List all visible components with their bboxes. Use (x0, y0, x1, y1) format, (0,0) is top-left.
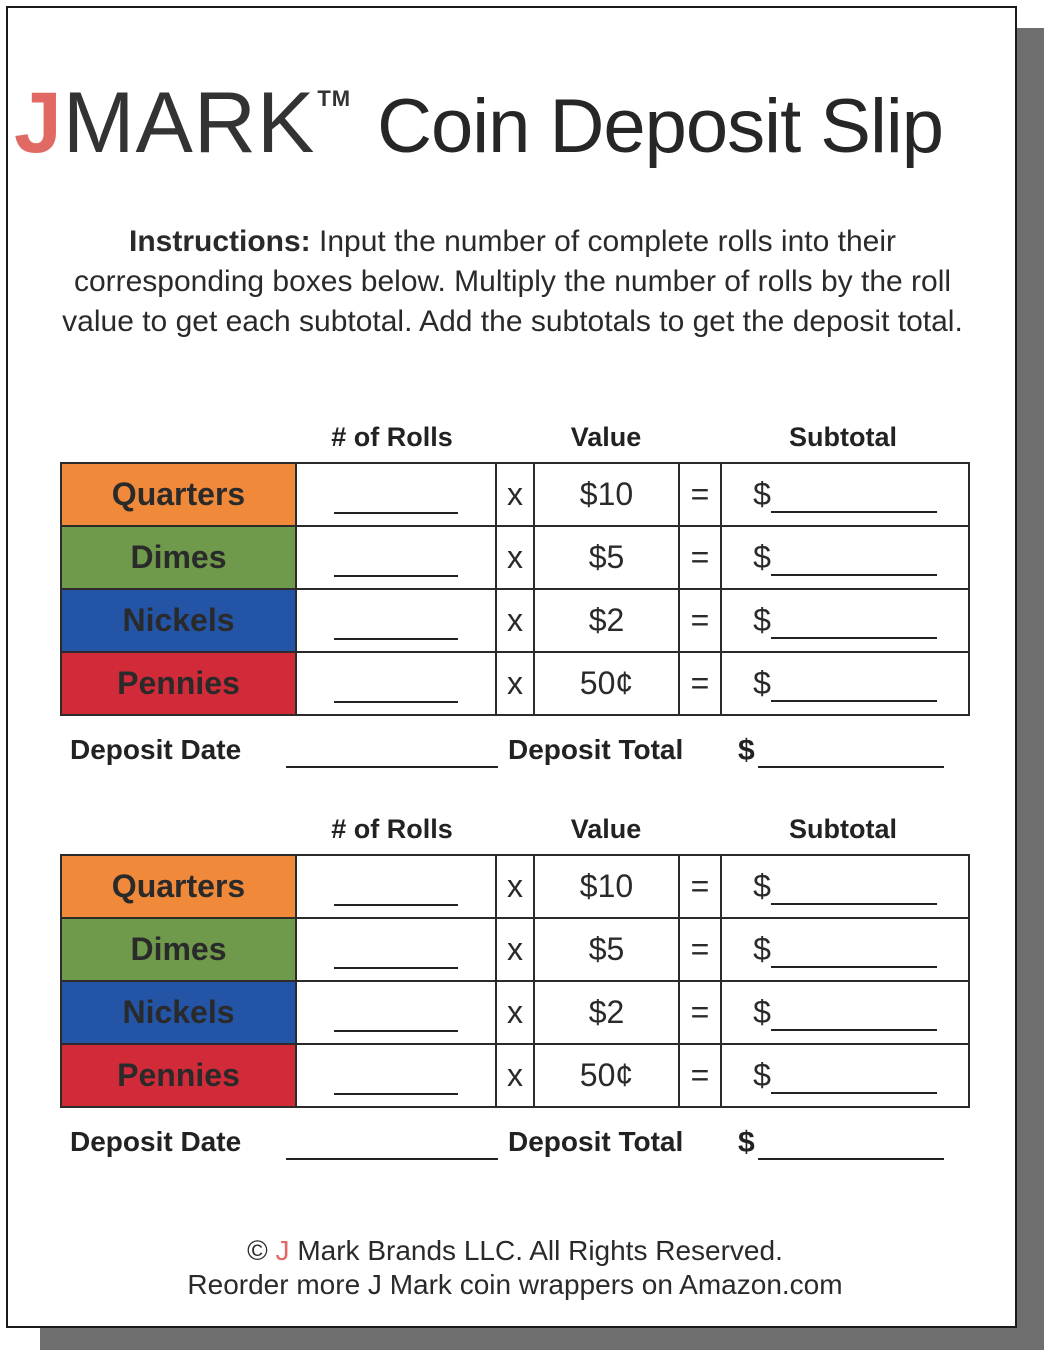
subtotal-entry-dimes[interactable] (721, 918, 969, 981)
subtotal-blank (771, 942, 937, 968)
subtotal-entry-quarters[interactable] (721, 463, 969, 526)
subtotal-entry-quarters[interactable] (721, 855, 969, 918)
trademark-symbol: TM (317, 86, 352, 111)
roll-value: $10 (534, 855, 679, 918)
times-sign: x (496, 918, 534, 981)
deposit-date-label: Deposit Date (70, 734, 242, 765)
roll-value: $10 (534, 463, 679, 526)
subtotal-blank (771, 550, 937, 576)
jmark-logo (14, 75, 352, 171)
coin-label-nickels: Nickels (61, 589, 296, 652)
roll-value: $5 (534, 918, 679, 981)
roll-value: 50¢ (534, 652, 679, 715)
deposit-total-dollar: $ (738, 734, 755, 767)
equals-sign: = (679, 855, 721, 918)
deposit-footer (60, 1108, 970, 1168)
rolls-blank (334, 612, 458, 640)
subtotal-entry-dimes[interactable] (721, 526, 969, 589)
table-row (61, 463, 969, 526)
dollar-sign: $ (753, 602, 771, 638)
rolls-blank (334, 941, 458, 969)
subtotal-blank (771, 1005, 937, 1031)
subtotal-entry-pennies[interactable] (721, 1044, 969, 1107)
subtotal-entry-pennies[interactable] (721, 652, 969, 715)
times-sign: x (496, 589, 534, 652)
deposit-date-field[interactable] (286, 1158, 498, 1160)
deposit-total-field[interactable] (758, 1158, 944, 1160)
coin-label-dimes: Dimes (61, 918, 296, 981)
header-rolls: # of Rolls (331, 422, 453, 452)
times-sign: x (496, 855, 534, 918)
header-subtotal: Subtotal (789, 422, 897, 452)
rolls-blank (334, 675, 458, 703)
roll-value: $2 (534, 589, 679, 652)
rolls-entry-pennies[interactable] (296, 1044, 496, 1107)
equals-sign: = (679, 463, 721, 526)
equals-sign: = (679, 589, 721, 652)
deposit-total-dollar: $ (738, 1126, 755, 1159)
roll-value: $5 (534, 526, 679, 589)
table-row (61, 981, 969, 1044)
header-subtotal: Subtotal (789, 814, 897, 844)
dollar-sign: $ (753, 665, 771, 701)
rolls-entry-nickels[interactable] (296, 589, 496, 652)
deposit-total-label: Deposit Total (508, 1126, 684, 1157)
times-sign: x (496, 652, 534, 715)
rolls-entry-quarters[interactable] (296, 463, 496, 526)
subtotal-blank (771, 1068, 937, 1094)
roll-value: 50¢ (534, 1044, 679, 1107)
coin-table-2 (60, 854, 970, 1108)
rolls-blank (334, 1004, 458, 1032)
deposit-section-2 (60, 814, 970, 1168)
deposit-footer (60, 716, 970, 776)
instructions-label: Instructions: (129, 225, 311, 258)
subtotal-blank (771, 487, 937, 513)
deposit-section-1 (60, 422, 970, 776)
rolls-blank (334, 486, 458, 514)
equals-sign: = (679, 981, 721, 1044)
header-rolls: # of Rolls (331, 814, 453, 844)
instructions-text: Input the number of complete rolls into their corresponding boxes below. Multiply the number of rolls by the roll value to get each subtotal. Add the subtotals to get the deposit total. (62, 225, 963, 338)
subtotal-blank (771, 676, 937, 702)
times-sign: x (496, 981, 534, 1044)
logo-mark: MARK (62, 75, 316, 171)
deposit-total-field[interactable] (758, 766, 944, 768)
deposit-date-field[interactable] (286, 766, 498, 768)
header-value: Value (570, 422, 642, 452)
times-sign: x (496, 1044, 534, 1107)
table-row (61, 589, 969, 652)
rolls-entry-dimes[interactable] (296, 918, 496, 981)
copyright-j: J (275, 1235, 290, 1266)
coin-label-pennies: Pennies (61, 652, 296, 715)
table-row (61, 855, 969, 918)
coin-label-quarters: Quarters (61, 855, 296, 918)
page-title: Coin Deposit Slip (377, 84, 944, 169)
coin-table-1 (60, 462, 970, 716)
copyright-company: Mark Brands LLC. All Rights Reserved. (289, 1235, 783, 1266)
dollar-sign: $ (753, 994, 771, 1030)
rolls-entry-nickels[interactable] (296, 981, 496, 1044)
column-headers (60, 422, 970, 462)
equals-sign: = (679, 1044, 721, 1107)
column-headers (60, 814, 970, 854)
table-row (61, 652, 969, 715)
equals-sign: = (679, 526, 721, 589)
coin-label-nickels: Nickels (61, 981, 296, 1044)
copyright-symbol: © (247, 1235, 276, 1266)
table-row (61, 918, 969, 981)
rolls-entry-dimes[interactable] (296, 526, 496, 589)
dollar-sign: $ (753, 1057, 771, 1093)
rolls-blank (334, 878, 458, 906)
dollar-sign: $ (753, 931, 771, 967)
subtotal-entry-nickels[interactable] (721, 981, 969, 1044)
table-row (61, 526, 969, 589)
dollar-sign: $ (753, 476, 771, 512)
rolls-entry-quarters[interactable] (296, 855, 496, 918)
deposit-total-label: Deposit Total (508, 734, 684, 765)
logo-j: J (14, 75, 63, 171)
equals-sign: = (679, 652, 721, 715)
rolls-blank (334, 549, 458, 577)
equals-sign: = (679, 918, 721, 981)
header (14, 75, 1004, 190)
coin-label-quarters: Quarters (61, 463, 296, 526)
times-sign: x (496, 463, 534, 526)
deposit-date-label: Deposit Date (70, 1126, 242, 1157)
roll-value: $2 (534, 981, 679, 1044)
reorder-line: Reorder more J Mark coin wrappers on Amazon.com (187, 1269, 843, 1300)
instructions (60, 222, 965, 342)
coin-label-pennies: Pennies (61, 1044, 296, 1107)
subtotal-entry-nickels[interactable] (721, 589, 969, 652)
header-value: Value (570, 814, 642, 844)
copyright-line-1 (0, 1234, 1030, 1268)
table-row (61, 1044, 969, 1107)
rolls-blank (334, 1067, 458, 1095)
subtotal-blank (771, 879, 937, 905)
subtotal-blank (771, 613, 937, 639)
coin-label-dimes: Dimes (61, 526, 296, 589)
rolls-entry-pennies[interactable] (296, 652, 496, 715)
dollar-sign: $ (753, 539, 771, 575)
times-sign: x (496, 526, 534, 589)
copyright-notice (0, 1234, 1030, 1302)
dollar-sign: $ (753, 868, 771, 904)
